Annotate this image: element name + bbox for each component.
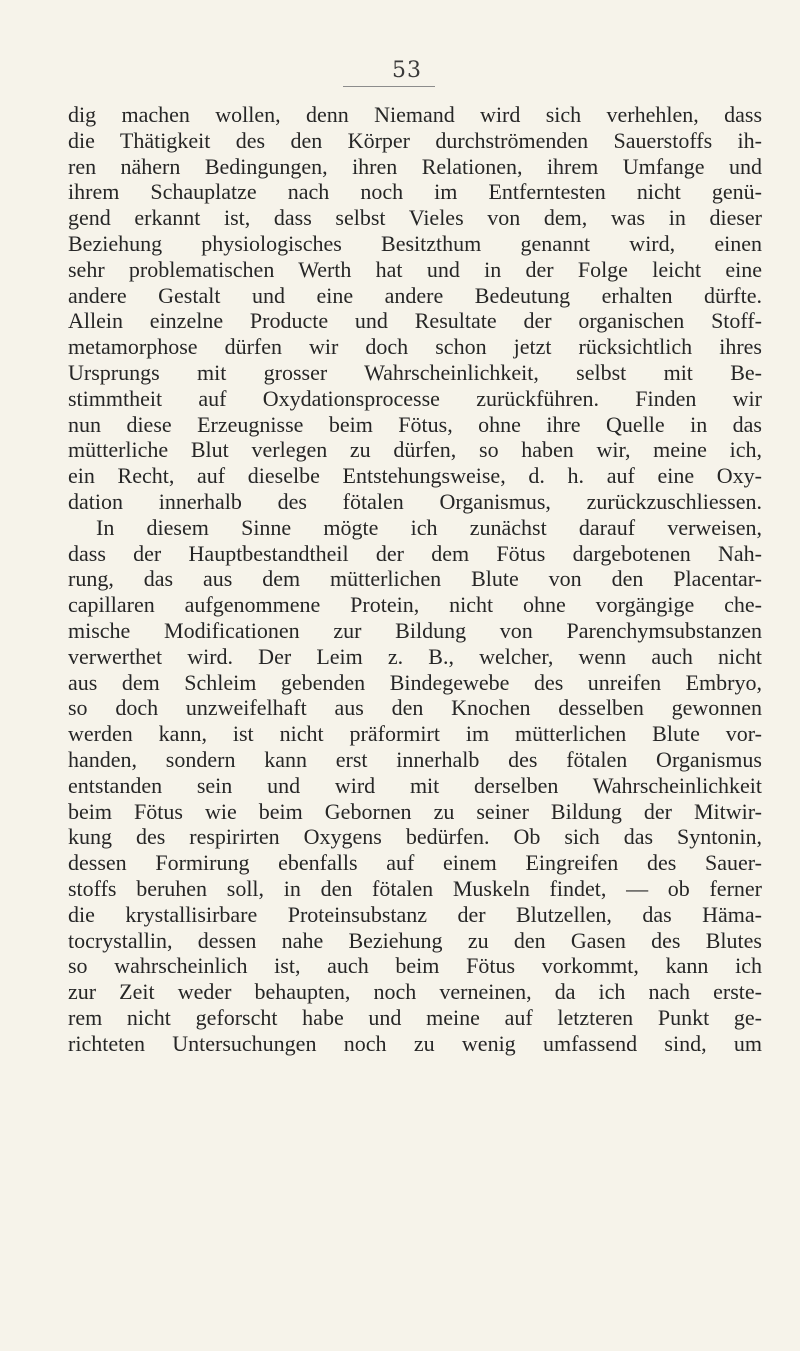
text-line: capillaren aufgenommene Protein, nicht ohne vorgängige che- xyxy=(68,592,762,618)
text-line: richteten Untersuchungen noch zu wenig umfassend sind, um xyxy=(68,1030,762,1056)
text-line: verwerthet wird. Der Leim z. B., welcher, wenn auch nicht xyxy=(68,643,762,669)
text-line: stimmtheit auf Oxydationsprocesse zurückführen. Finden wir xyxy=(68,385,762,411)
text-line: so doch unzweifelhaft aus den Knochen desselben gewonnen xyxy=(68,695,762,721)
text-line: zur Zeit weder behaupten, noch verneinen, da ich nach erste- xyxy=(68,979,762,1005)
text-line: ren nähern Bedingungen, ihren Relationen, ihrem Umfange und xyxy=(68,153,762,179)
text-line: Allein einzelne Producte und Resultate der organischen Stoff- xyxy=(68,308,762,334)
header-rule xyxy=(343,86,435,87)
text-line: gend erkannt ist, dass selbst Vieles von dem, was in dieser xyxy=(68,205,762,231)
text-line: rem nicht geforscht habe und meine auf letzteren Punkt ge- xyxy=(68,1004,762,1030)
text-line: ihrem Schauplatze nach noch im Entferntesten nicht genü- xyxy=(68,179,762,205)
text-line: dessen Formirung ebenfalls auf einem Eingreifen des Sauer- xyxy=(68,850,762,876)
text-line: dation innerhalb des fötalen Organismus, zurückzuschliessen. xyxy=(68,488,762,514)
text-line: In diesem Sinne mögte ich zunächst darauf verweisen, xyxy=(96,514,762,540)
text-line: aus dem Schleim gebenden Bindegewebe des unreifen Embryo, xyxy=(68,669,762,695)
text-line: die Thätigkeit des den Körper durchströmenden Sauerstoffs ih- xyxy=(68,127,762,153)
text-line: ein Recht, auf dieselbe Entstehungsweise, d. h. auf eine Oxy- xyxy=(68,463,762,489)
text-line: kung des respirirten Oxygens bedürfen. Ob sich das Syntonin, xyxy=(68,824,762,850)
text-line: Ursprungs mit grosser Wahrscheinlichkeit, selbst mit Be- xyxy=(68,359,762,385)
text-line: werden kann, ist nicht präformirt im mütterlichen Blute vor- xyxy=(68,721,762,747)
text-line: Beziehung physiologisches Besitzthum genannt wird, einen xyxy=(68,230,762,256)
body-text xyxy=(68,102,762,1056)
text-line: rung, das aus dem mütterlichen Blute von den Placentar- xyxy=(68,566,762,592)
text-line: metamorphose dürfen wir doch schon jetzt rücksichtlich ihres xyxy=(68,334,762,360)
text-line: nun diese Erzeugnisse beim Fötus, ohne ihre Quelle in das xyxy=(68,411,762,437)
text-line: andere Gestalt und eine andere Bedeutung erhalten dürfte. xyxy=(68,282,762,308)
text-line: so wahrscheinlich ist, auch beim Fötus vorkommt, kann ich xyxy=(68,953,762,979)
text-line: dig machen wollen, denn Niemand wird sich verhehlen, dass xyxy=(68,102,762,127)
text-line: dass der Hauptbestandtheil der dem Fötus dargebotenen Nah- xyxy=(68,540,762,566)
text-line: sehr problematischen Werth hat und in der Folge leicht eine xyxy=(68,256,762,282)
text-line: beim Fötus wie beim Gebornen zu seiner Bildung der Mitwir- xyxy=(68,798,762,824)
text-line: stoffs beruhen soll, in den fötalen Muskeln findet, — ob ferner xyxy=(68,875,762,901)
text-line: handen, sondern kann erst innerhalb des fötalen Organismus xyxy=(68,746,762,772)
text-line: mütterliche Blut verlegen zu dürfen, so haben wir, meine ich, xyxy=(68,437,762,463)
text-line: tocrystallin, dessen nahe Beziehung zu den Gasen des Blutes xyxy=(68,927,762,953)
text-line: mische Modificationen zur Bildung von Parenchymsubstanzen xyxy=(68,617,762,643)
text-line: die krystallisirbare Proteinsubstanz der Blutzellen, das Häma- xyxy=(68,901,762,927)
page-number: 53 xyxy=(392,58,422,83)
text-line: entstanden sein und wird mit derselben Wahrscheinlichkeit xyxy=(68,772,762,798)
